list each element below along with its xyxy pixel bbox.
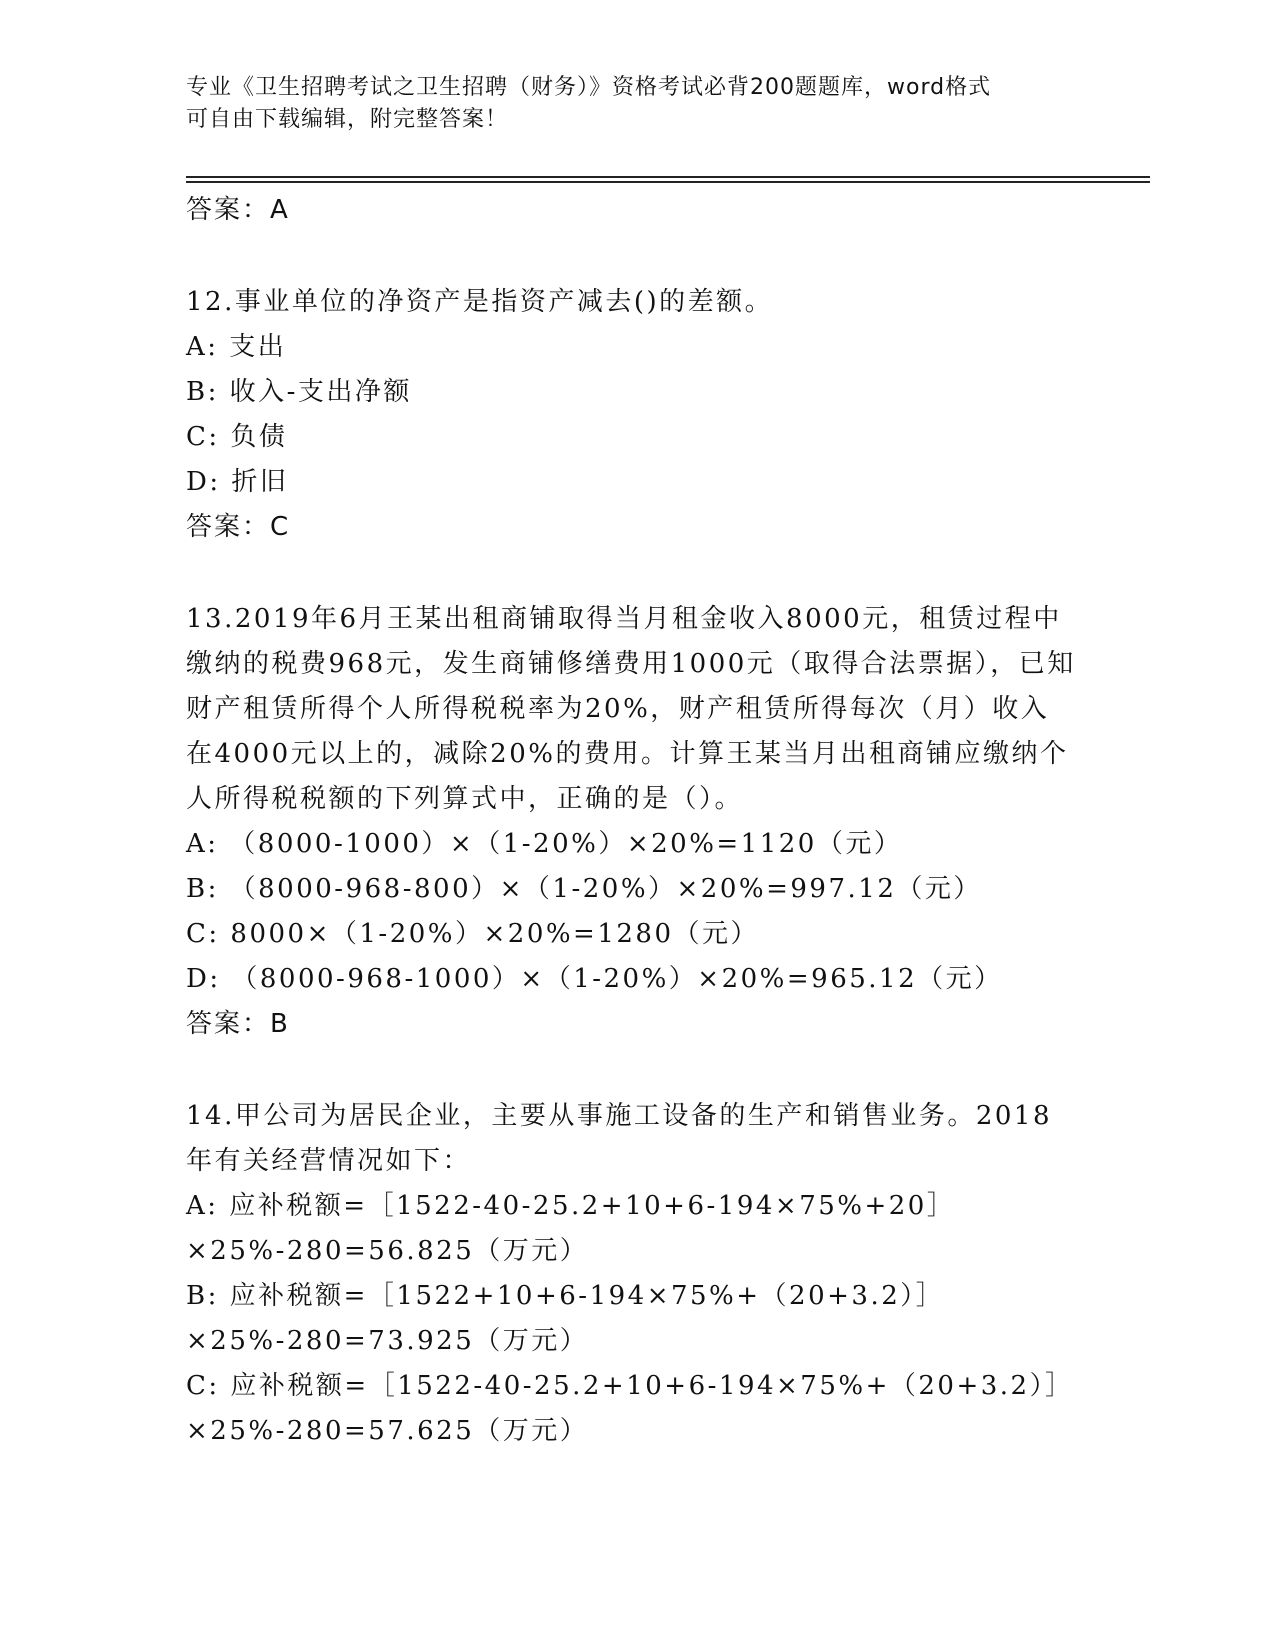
- option-c: C: 8000×（1-20%）×20%=1280（元）: [186, 919, 760, 949]
- option-a: A: （8000-1000）×（1-20%）×20%=1120（元）: [186, 829, 903, 859]
- option-d: D: 折旧: [186, 467, 289, 497]
- option-a: A: 支出: [186, 332, 287, 362]
- option-c: C: 应补税额=［1522-40-25.2+10+6-194×75%+（20+3.2）］×25%-280=57.625（万元）: [186, 1371, 1074, 1446]
- option-c: C: 负债: [186, 422, 288, 452]
- option-b: B: 收入-支出净额: [186, 377, 412, 407]
- answer-line: 答案：A: [186, 195, 290, 225]
- question-stem: 12.事业单位的净资产是指资产减去()的差额。: [186, 287, 774, 317]
- header-rule-bottom: [186, 181, 1150, 183]
- document-body: [186, 188, 1076, 1454]
- option-b: B: （8000-968-800）×（1-20%）×20%=997.12（元）: [186, 874, 982, 904]
- question-stem: 13.2019年6月王某出租商铺取得当月租金收入8000元，租赁过程中缴纳的税费968元，发生商铺修缮费用1000元（取得合法票据），已知财产租赁所得个人所得税税率为20%，财产租赁所得每次（月）收入在4000元以上的，减除20%的费用。计算王某当月出租商铺应缴纳个人所得税税额的下列算式中，正确的是（）。: [186, 604, 1076, 814]
- answer-line: 答案：C: [186, 512, 291, 542]
- option-b: B: 应补税额=［1522+10+6-194×75%+（20+3.2）］×25%-280=73.925（万元）: [186, 1281, 945, 1356]
- document-header: [186, 72, 1086, 136]
- header-line-2: 可自由下载编辑，附完整答案！: [186, 107, 509, 132]
- option-a: A: 应补税额=［1522-40-25.2+10+6-194×75%+20］×25%-280=56.825（万元）: [186, 1191, 956, 1266]
- question-stem: 14.甲公司为居民企业，主要从事施工设备的生产和销售业务。2018年有关经营情况如下：: [186, 1101, 1053, 1176]
- answer-line: 答案：B: [186, 1009, 290, 1039]
- header-rule-top: [186, 176, 1150, 178]
- question-13: [186, 597, 1076, 1047]
- option-d: D: （8000-968-1000）×（1-20%）×20%=965.12（元）: [186, 964, 1003, 994]
- question-12: [186, 280, 1076, 550]
- question-14: [186, 1094, 1076, 1454]
- header-line-1: 专业《卫生招聘考试之卫生招聘（财务）》资格考试必背200题题库，word格式: [186, 75, 992, 100]
